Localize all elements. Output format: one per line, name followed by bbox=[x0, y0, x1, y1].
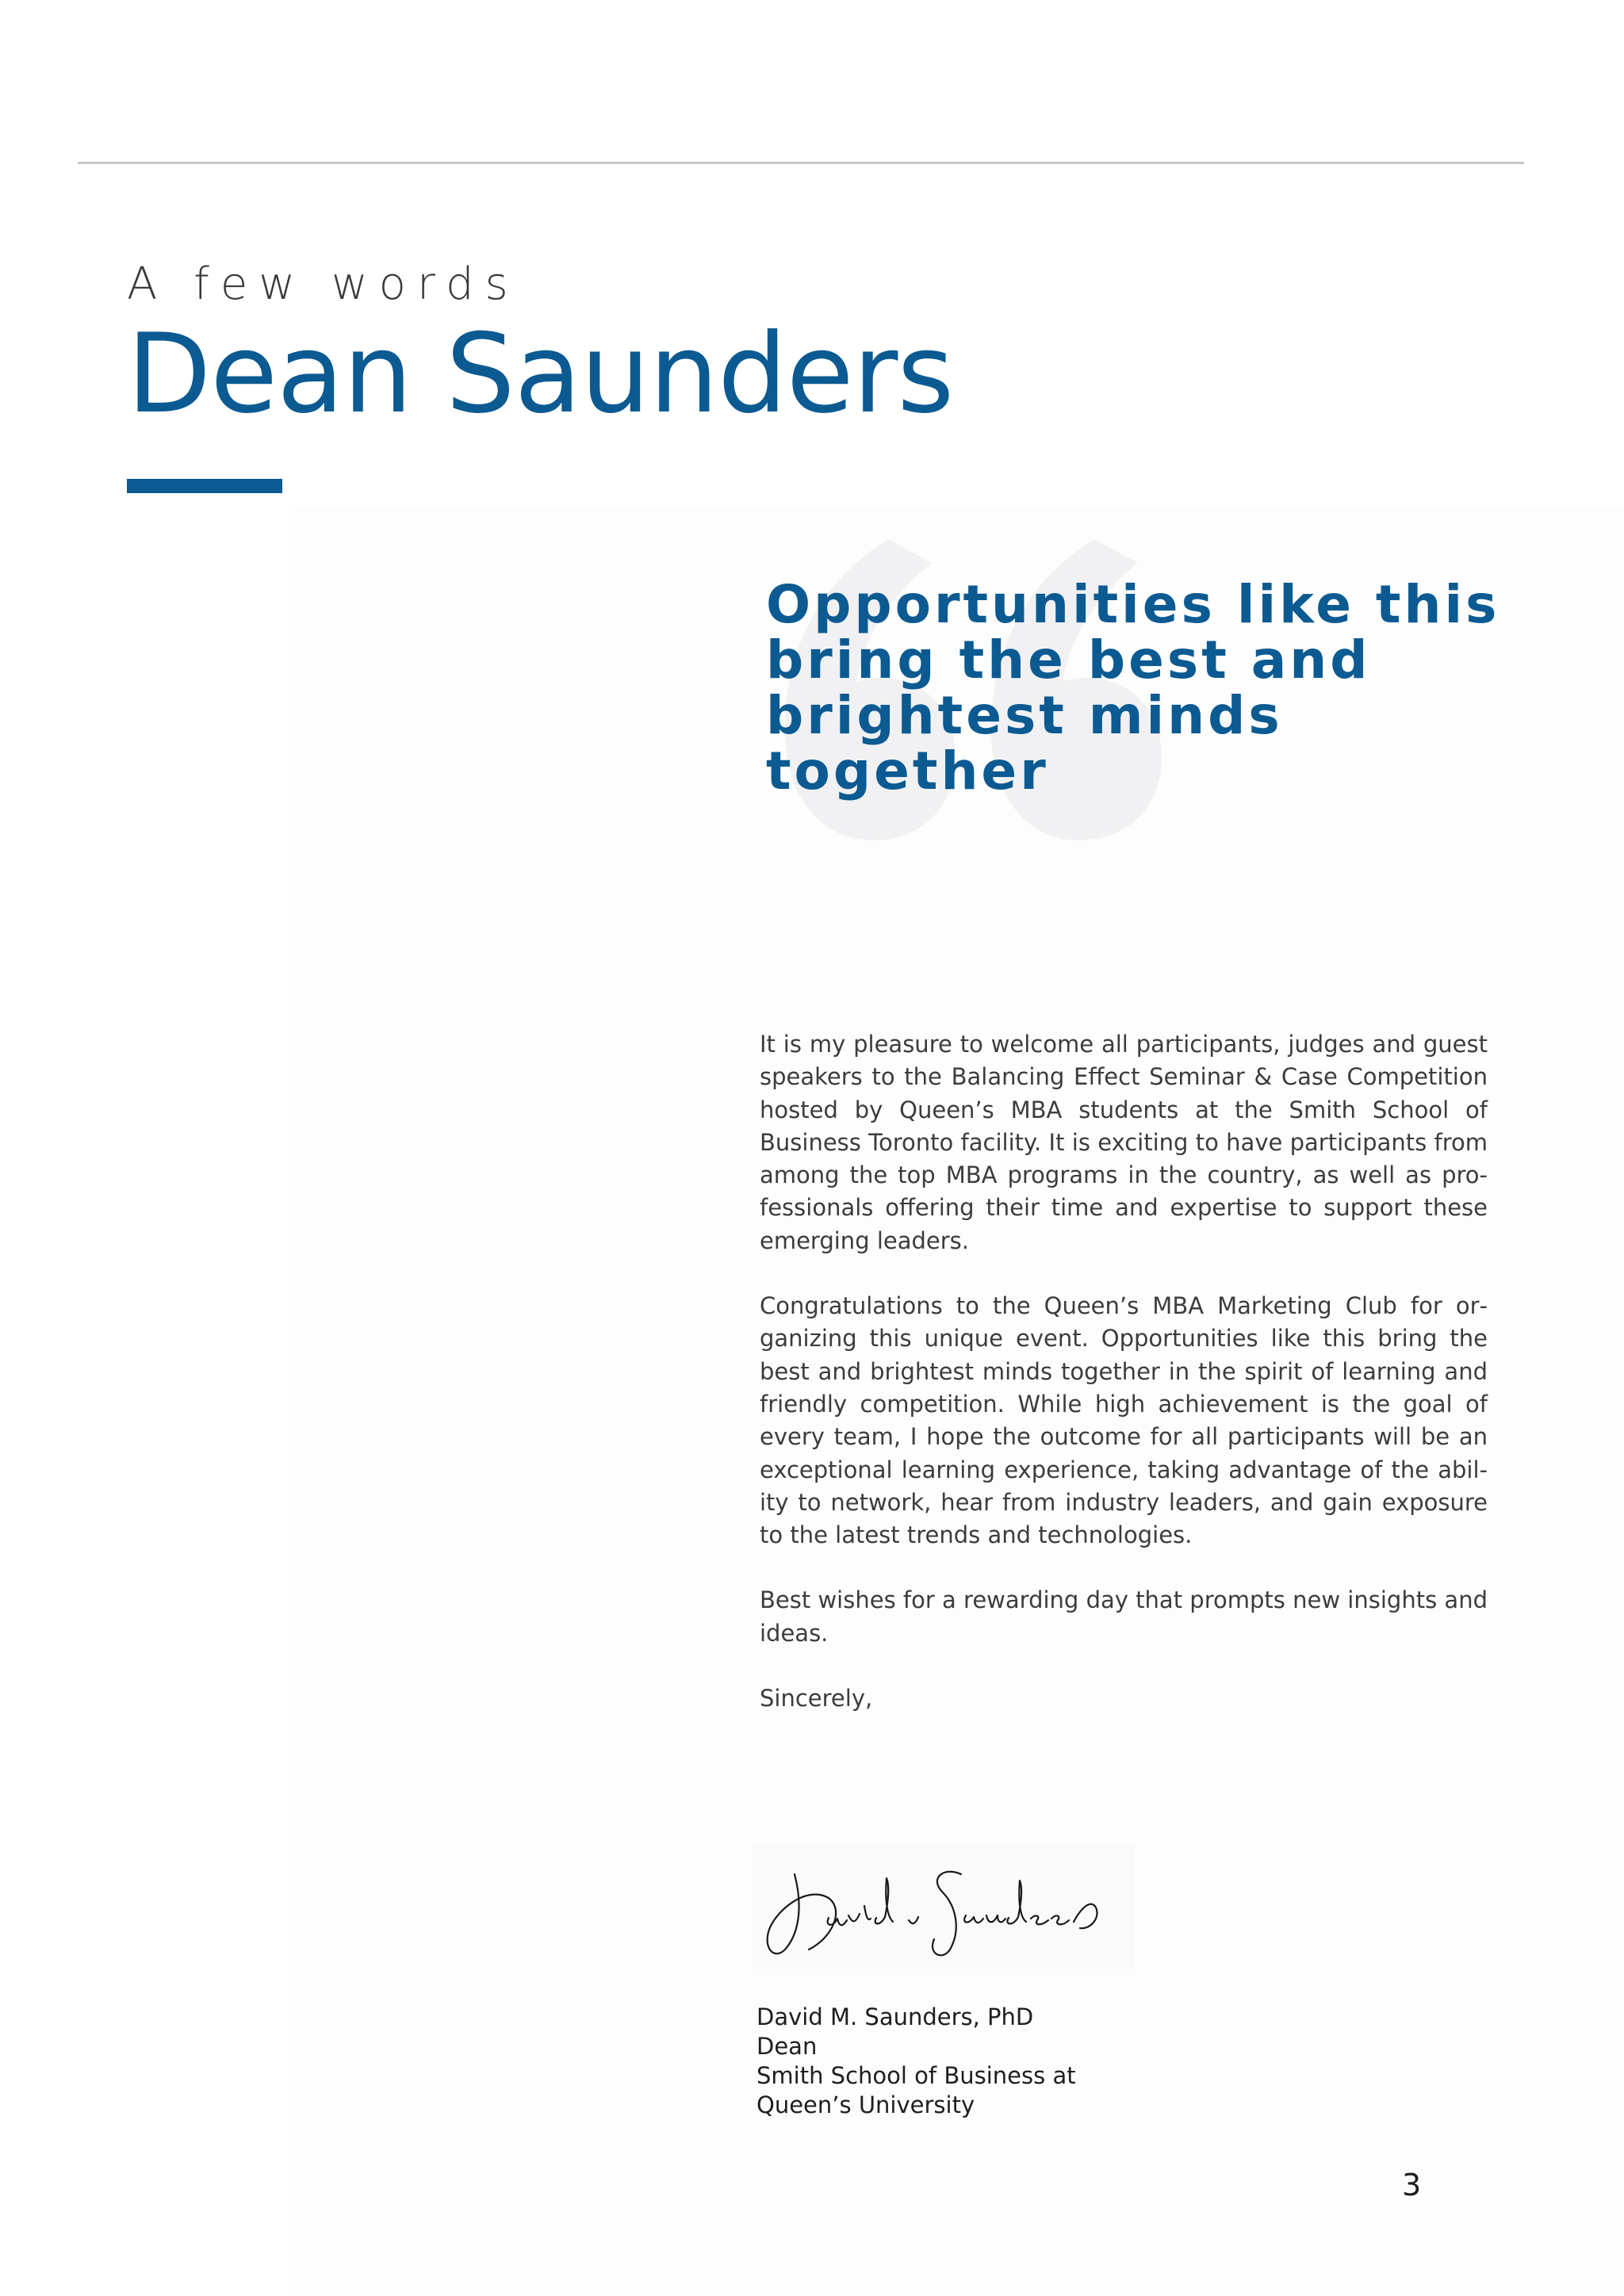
letter-closing: Sincerely, bbox=[760, 1685, 873, 1712]
top-divider bbox=[78, 162, 1524, 164]
letter-paragraph: Congratulations to the Queen’s MBA Marketing Club for organizing this unique event. Opportunities like this bring the best and brightest minds together in the spirit of learning and friendly competition. While high achievement is the goal of every team, I hope the outcome for all participants will be an exceptional learning experience, taking advantage of the ability to network, hear from industry leaders, and gain exposure to the latest trends and technologies. bbox=[760, 1292, 1488, 1549]
letter-paragraph: Best wishes for a rewarding day that prompts new insights and ideas. bbox=[760, 1586, 1488, 1647]
letter-paragraph: It is my pleasure to welcome all participants, judges and guest speakers to the Balancing Effect Seminar & Case Competition hosted by Queen’s MBA students at the Smith School of Business Toronto facility. It is exciting to have participants from among the top MBA programs in the country, as well as professionals offering their time and expertise to support these emerging leaders. bbox=[760, 1031, 1488, 1254]
title-accent-bar bbox=[127, 479, 282, 493]
pull-quote-line: Opportunities like this bbox=[766, 574, 1500, 635]
signer-organization: Smith School of Business at bbox=[756, 2062, 1076, 2089]
pull-quote-line: bring the best and bbox=[766, 629, 1371, 691]
page-number: 3 bbox=[1402, 2168, 1422, 2202]
pull-quote bbox=[766, 574, 1559, 802]
handwritten-signature bbox=[753, 1843, 1134, 1969]
signer-organization: Queen’s University bbox=[756, 2091, 975, 2118]
page-title: Dean Saunders bbox=[127, 310, 954, 438]
section-kicker: A few words bbox=[127, 258, 519, 310]
pull-quote-line: together bbox=[766, 740, 1049, 802]
signature-block bbox=[756, 2003, 1076, 2120]
signer-role: Dean bbox=[756, 2033, 818, 2060]
pull-quote-line: brightest minds bbox=[766, 685, 1283, 746]
letter-body bbox=[760, 1028, 1488, 1747]
signer-name: David M. Saunders, PhD bbox=[756, 2003, 1034, 2030]
